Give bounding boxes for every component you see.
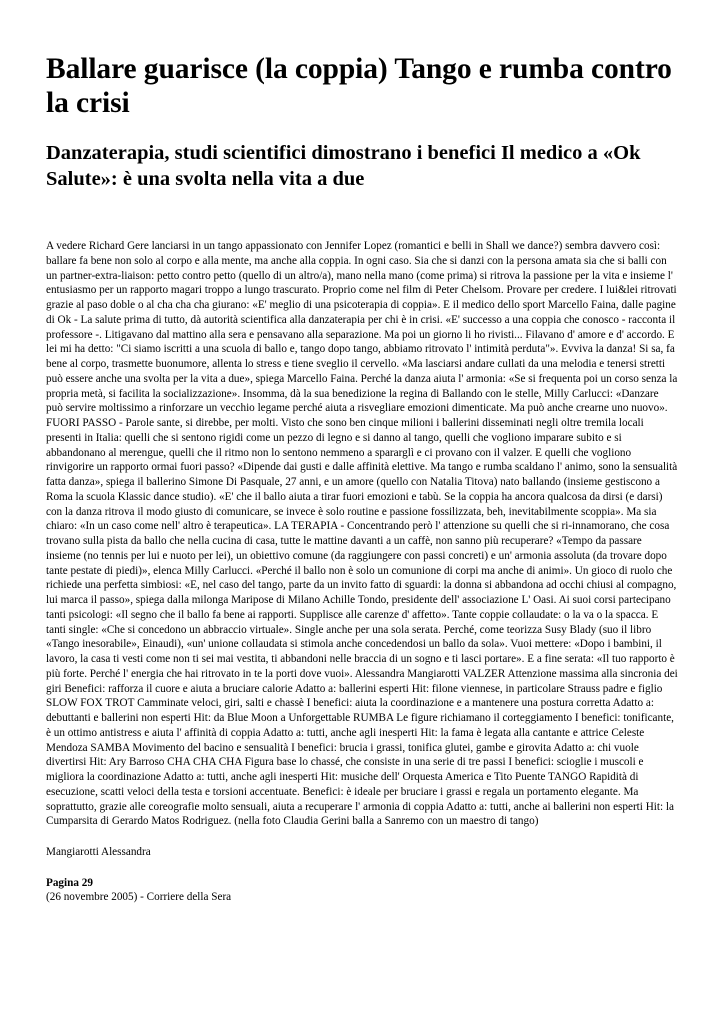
- article-subheadline: Danzaterapia, studi scientifici dimostrano i benefici Il medico a «Ok Salute»: è una svolta nella vita a due: [46, 142, 641, 190]
- article: [46, 52, 678, 904]
- article-author: Mangiarotti Alessandra: [46, 846, 151, 858]
- publication-source: (26 novembre 2005) - Corriere della Sera: [46, 891, 232, 903]
- page-number: Pagina 29: [46, 877, 93, 889]
- article-body: A vedere Richard Gere lanciarsi in un tango appassionato con Jennifer Lopez (romantici e belli in Shall we dance?) sembra davvero così: ballare fa bene non solo al corpo e alla mente, ma anche alla coppia. In ogni caso. Sia che si danzi con la persona amata sia che si balli con un partner-extra-liaison: petto contro petto (quello di un altro/a), mano nella mano (come prima) si ritrova la passione per la vita e insieme l' entusiasmo per un rapporto magari troppo a lungo trascurato. Proprio come nel film di Peter Chelsom. Provare per credere. I lui&lei ritrovati grazie al paso doble o al cha cha cha giurano: «E' meglio di una psicoterapia di coppia». E il medico dello sport Marcello Faina, dalle pagine di Ok - La salute prima di tutto, dà autorità scientifica alla danzaterapia per chi è in crisi. «E' successo a una coppia che conosco - racconta il professore -. Litigavano dal mattino alla sera e pensavano alla separazione. Ma poi un giorno li ho rivisti... Filavano d' amore e d' accordo. E lei mi ha detto: "Ci siamo iscritti a una scuola di ballo e, tango dopo tango, abbiamo ritrovato l' intimità perduta"». Evviva la danza! Si sa, fa bene al corpo, trasmette buonumore, allenta lo stress e tiene sveglio il cervello. «Ma lasciarsi andare cullati da una melodia e tenersi stretti può essere anche una svolta per la vita a due», spiega Marcello Faina. Perché la danza aiuta l' armonia: «Se si frequenta poi un corso senza la propria metà, si facilita la socializzazione». Insomma, dà la sua benedizione la regina di Ballando con le stelle, Milly Carlucci: «Danzare può servire moltissimo a rinforzare un vecchio legame perché aiuta a risvegliare emozioni dimenticate. Ma può anche crearne uno nuovo». FUORI PASSO - Parole sante, si direbbe, per molti. Visto che sono ben cinque milioni i ballerini disseminati negli oltre tremila locali presenti in Italia: quelli che si sentono rigidi come un pezzo di legno e si danno al tango, quelli che vogliono imparare subito e si abbandonano al merengue, quelli che il ritmo non lo sentono nemmeno a spararglì e ci provano con il valzer. E quelli che vogliono rinvigorire un rapporto ormai fuori passo? «Dipende dai gusti e dalle affinità elettive. Ma tango e rumba scaldano l' animo, sono la sensualità fatta danza», spiega il ballerino Simone Di Pasquale, 27 anni, e un amore (quello con Natalia Titova) nato ballando (insieme gestiscono a Roma la scuola Klassic dance studio). «E' che il ballo aiuta a tirar fuori emozioni e tabù. Se la coppia ha ancora qualcosa da dirsi (e darsi) con la danza ritrova il modo giusto di comunicare, se invece è solo routine e passione fossilizzata, beh, inevitabilmente scoppia». Ma sia chiaro: «In un caso come nell' altro è terapeutica». LA TERAPIA - Concentrando però l' attenzione su quelli che si ri-innamorano, che cosa trovano sulla pista da ballo che nella cucina di casa, tutte le mattine davanti a un caffè, non sanno più recuperare? «Tempo da passare insieme (no tennis per lui e nuoto per lei), un obiettivo comune (da raggiungere con passi concreti) e un' armonia assoluta (da trovare dopo tante pestate di piedi)», elenca Milly Carlucci. «Perché il ballo non è solo un comunione di corpi ma anche di animi». Un gioco di ruolo che richiede una perfetta simbiosi: «E, nel caso del tango, parte da un invito fatto di sguardi: la donna si abbandona ad occhi chiusi al compagno, lui marca il passo», spiega dalla milonga Maripose di Milano Achille Tondo, presidente dell' associazione L' Oasi. Ai suoi corsi partecipano tanti psicologi: «Il segno che il ballo fa bene ai rapporti. Supplisce alle carenze d' affetto». Tante coppie collaudate: o la va o la spacca. E tanti single: «Che si concedono un abbraccio virtuale». Single anche per una sola serata. Perché, come teorizza Susy Blady (suo il libro «Tango inesorabile», Einaudi), «un' unione collaudata si stimola anche concedendosi un ballo da sola». Vuoi mettere: «Dopo i bambini, il lavoro, la casa ti vesti come non ti sei mai vestita, ti abbandoni nelle braccia di un sogno e ti lasci portare». E a fine serata: «Il tuo rapporto è più forte. Perché l' energia che hai ritrovato in te la porti dove vuoi». Alessandra Mangiarotti VALZER Attenzione massima alla sincronia dei giri Benefici: rafforza il cuore e aiuta a bruciare calorie Adatto a: ballerini esperti Hit: filone viennese, in particolare Strauss padre e figlio SLOW FOX TROT Camminate veloci, giri, salti e chassè I benefici: aiuta la coordinazione e a mantenere una postura corretta Adatto a: debuttanti e ballerini non esperti Hit: da Blue Moon a Unforgettable RUMBA Le figure richiamano il corteggiamento I benefici: tonificante, è un ottimo antistress e aiuta l' affinità di coppia Adatto a: tutti, anche agli inesperti Hit: la fama è legata alla cantante e attrice Celeste Mendoza SAMBA Movimento del bacino e sensualità I benefici: brucia i grassi, tonifica glutei, gambe e girovita Adatto a: chi vuole divertirsi Hit: Ary Barroso CHA CHA CHA Figura base lo chassé, che consiste in una serie di tre passi I benefici: scioglie i muscoli e migliora la coordinazione Adatto a: tutti, anche agli inesperti Hit: musiche dell' Orquesta America e Tito Puente TANGO Rapidità di esecuzione, scatti veloci della testa e torsioni accentuate. Benefici: è ideale per bruciare i grassi e regala un portamento elegante. Ma soprattutto, grazie alle coreografie molto sensuali, aiuta a recuperare l' armonia di coppia Adatto a: tutti, anche ai ballerini non esperti Hit: la Cumparsita di Gerardo Matos Rodriguez. (nella foto Claudia Gerini balla a Sanremo con un maestro di tango): [46, 240, 678, 828]
- article-headline: Ballare guarisce (la coppia) Tango e rumba contro la crisi: [46, 53, 672, 119]
